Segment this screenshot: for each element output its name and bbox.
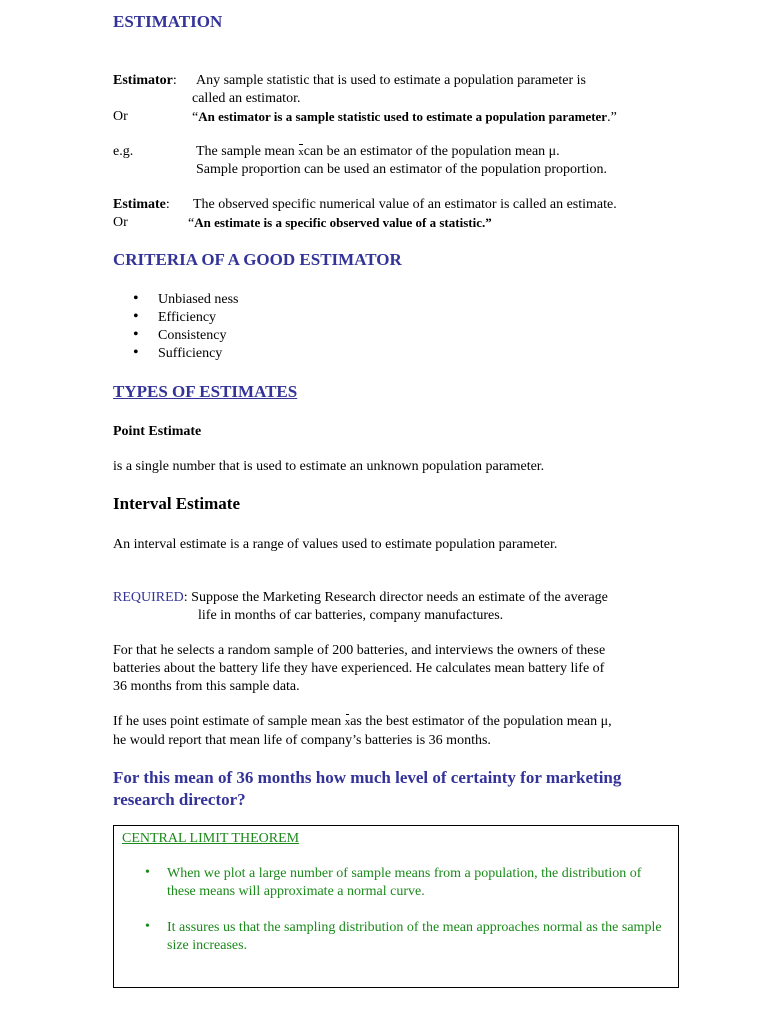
clt-box: [113, 825, 679, 988]
estimate-term: Estimate: [113, 197, 166, 212]
eg-line1: The sample mean xcan be an estimator of the population mean μ.: [196, 144, 560, 159]
point-estimate-text: is a single number that is used to estimate an unknown population parameter.: [113, 459, 545, 474]
interval-estimate-text: An interval estimate is a range of values used to estimate population parameter.: [113, 537, 558, 552]
bullet-icon: •: [145, 919, 150, 934]
required-line2: life in months of car batteries, company manufactures.: [198, 608, 504, 623]
eg-label: e.g.: [113, 144, 134, 159]
list-item: • Sufficiency: [113, 345, 239, 363]
criteria-heading: CRITERIA OF A GOOD ESTIMATOR: [113, 250, 402, 269]
para2-line1: If he uses point estimate of sample mean xas the best estimator of the population mean μ,: [113, 714, 612, 729]
page-title: ESTIMATION: [113, 12, 223, 31]
eg-line2: Sample proportion can be used an estimator of the population proportion.: [196, 162, 607, 177]
estimate-quote-text: An estimate is a specific observed value of a statistic.”: [194, 215, 492, 230]
estimator-quote: “An estimator is a sample statistic used to estimate a population parameter.”: [192, 109, 617, 125]
estimate-or: Or: [113, 215, 128, 230]
para2-line2: he would report that mean life of company’s batteries is 36 months.: [113, 733, 491, 748]
estimator-def-line2: called an estimator.: [192, 91, 301, 106]
x-bar-symbol: x: [298, 143, 304, 161]
required-line1: REQUIRED: Suppose the Marketing Research director needs an estimate of the average: [113, 590, 608, 605]
required-label: REQUIRED: [113, 590, 184, 605]
estimate-def: The observed specific numerical value of an estimator is called an estimate.: [193, 197, 617, 212]
list-item: • Consistency: [113, 327, 239, 345]
list-item: • Unbiased ness: [113, 291, 239, 309]
estimator-or: Or: [113, 109, 128, 124]
estimator-term: Estimator: [113, 73, 173, 88]
criteria-list: [113, 291, 239, 363]
x-bar-symbol: x: [345, 713, 351, 731]
types-heading: TYPES OF ESTIMATES: [113, 382, 298, 401]
question-line1: For this mean of 36 months how much level of certainty for marketing: [113, 768, 622, 787]
para1-line3: 36 months from this sample data.: [113, 679, 300, 694]
clt-item-2: It assures us that the sampling distribution of the mean approaches normal as the sample size increases.: [167, 920, 662, 953]
para1-line1: For that he selects a random sample of 200 batteries, and interviews the owners of these: [113, 643, 606, 658]
clt-heading: CENTRAL LIMIT THEOREM: [122, 831, 300, 846]
estimator-def-line1: Any sample statistic that is used to estimate a population parameter is: [196, 73, 586, 88]
estimator-definition: Estimator:: [113, 73, 177, 88]
list-item: • Efficiency: [113, 309, 239, 327]
estimate-quote: “An estimate is a specific observed value of a statistic.”: [188, 215, 492, 231]
para1-line2: batteries about the battery life they have experienced. He calculates mean battery life of: [113, 661, 605, 676]
interval-estimate-heading: Interval Estimate: [113, 494, 241, 513]
point-estimate-heading: Point Estimate: [113, 424, 202, 439]
estimate-definition: Estimate:: [113, 197, 170, 212]
clt-item-1: When we plot a large number of sample means from a population, the distribution of these means will approximate a normal curve.: [167, 866, 642, 899]
bullet-icon: •: [145, 865, 150, 880]
question-line2: research director?: [113, 790, 246, 809]
estimator-quote-text: An estimator is a sample statistic used to estimate a population parameter: [198, 109, 608, 124]
